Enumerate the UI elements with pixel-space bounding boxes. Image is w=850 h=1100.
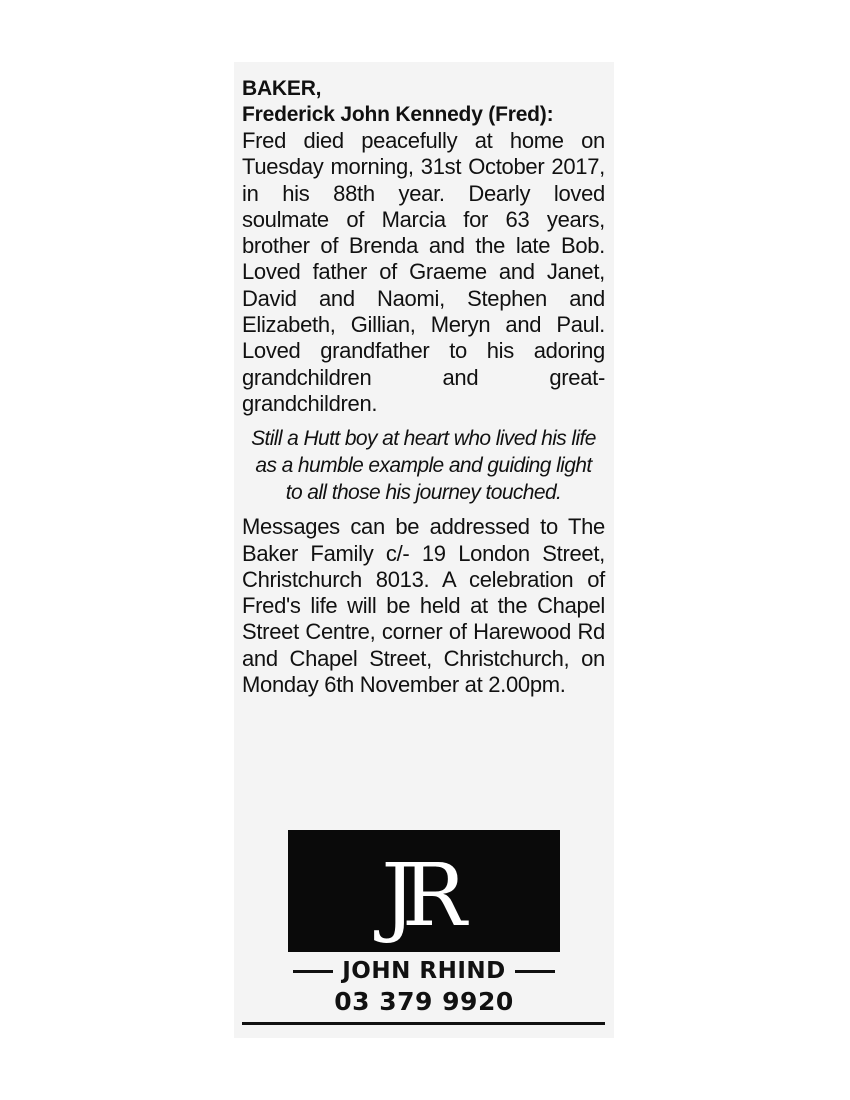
funeral-director-logo xyxy=(288,830,560,952)
brand-rule-right xyxy=(515,970,555,973)
deceased-surname: BAKER, xyxy=(242,77,322,100)
bottom-divider xyxy=(242,1022,605,1025)
notice-paragraph-announcement: Fred died peacefully at home on Tuesday morning, 31st October 2017, in his 88th year. Dearly loved soulmate of Marcia for 63 years, brother of Brenda and the late Bob. Loved father of Graeme and Janet, David and Naomi, Stephen and Elizabeth, Gillian, Meryn and Paul. Loved grandfather to his adoring grandchildren and great-grandchildren. xyxy=(242,128,605,416)
notice-paragraph-arrangements: Messages can be addressed to The Baker Family c/- 19 London Street, Christchurch 8013. A celebration of Fred's life will be held at the Chapel Street Centre, corner of Harewood Rd and Chapel Street, Christchurch, on Monday 6th November at 2.00pm. xyxy=(242,514,605,698)
death-notice xyxy=(234,62,614,1038)
funeral-director-phone: 03 379 9920 xyxy=(334,987,514,1016)
notice-content xyxy=(242,76,605,698)
funeral-director-name: JOHN RHIND xyxy=(342,958,506,984)
logo-monogram: JR xyxy=(381,846,453,946)
jr-monogram-icon xyxy=(288,830,560,952)
notice-tribute: Still a Hutt boy at heart who lived his life as a humble example and guiding light to all those his journey touched. xyxy=(251,427,596,505)
brand-rule-left xyxy=(293,970,333,973)
funeral-director-brand xyxy=(288,957,560,985)
deceased-full-name: Frederick John Kennedy (Fred): xyxy=(242,103,554,126)
